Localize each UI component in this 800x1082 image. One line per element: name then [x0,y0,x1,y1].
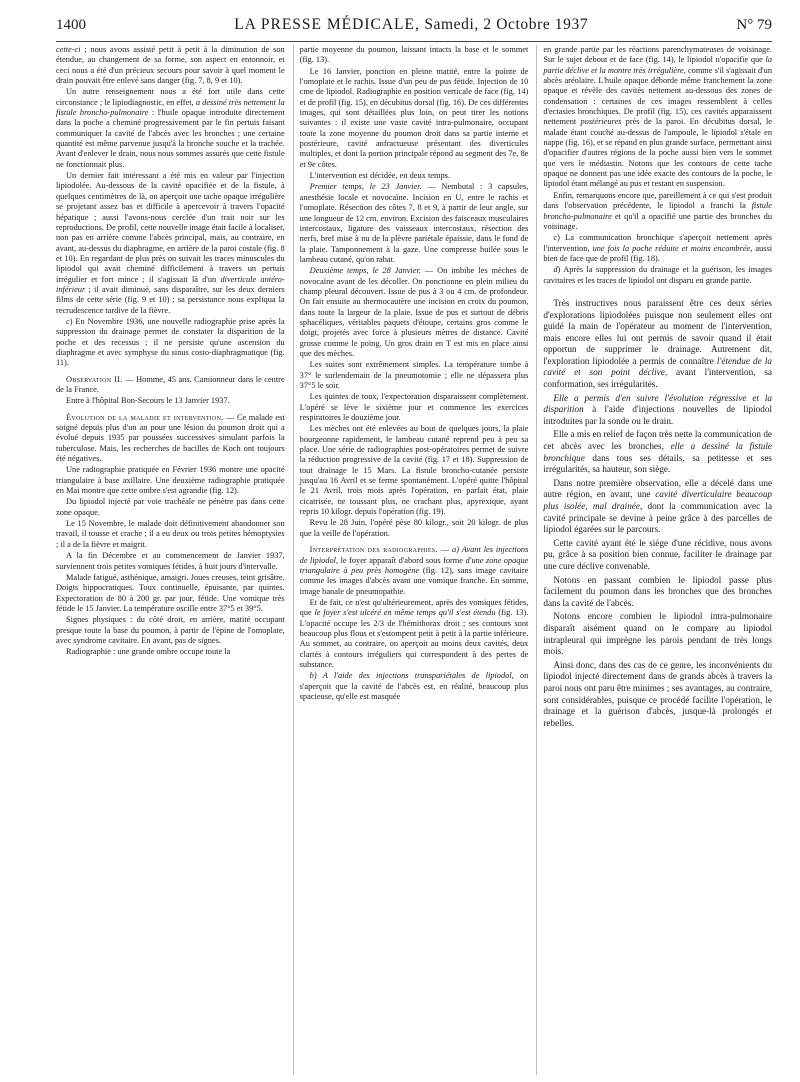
paragraph [56,317,285,369]
paragraph [56,465,285,496]
text-run: Entre à l'hôpital Bon-Secours le 13 Janvier 1937. [66,396,230,406]
text-run: à l'aide d'injections nouvelles de lipiodol introduites par la sonde ou le drain. [543,404,773,426]
emphasis-text: diverticule antéro-inférieur [56,274,285,294]
text-run: Les suites sont extrêmement simples. La température tombe à 37° le surlendemain de la pneumotomie ; elle ne dépassera plus 37°5 le soir. [299,360,529,390]
text-run: Les mèches ont été enlevées au bout de quelques jours, la plaie bourgeonne rapidement, le lambeau cutané reprend peu à peu sa place. Une série de radiographies post-opératoires permet de suivre la réduction progressive de la cavité (fig. 17 et 18). Suppression de tout drainage le 15 Mars. La fistule broncho-cutanée persiste jusqu'au 16 Avril et se ferme spontanément. L'opéré quitte l'hôpital le 21 Avril, trois mois après l'opération, en parfait état, plaie cicatrisée, ne toussant plus, ne crachant plus, apyrexique, ayant repris 10 kilogr. depuis l'opération (fig. 19). [299,424,529,517]
text-run: Elle a mis en relief de façon très nette la communication de cet abcès avec les bronches, [543,429,773,452]
paragraph [543,265,772,286]
text-run: Enfin, remarquons encore que, pareillement à ce qui s'est produit dans l'observation précédente, le lipiodol a franchi la [543,190,773,211]
text-run: (fig. 13). L'opacité occupe les 2/3 de l'hémithorax droit ; ses contours sont beaucoup plus flous et s'estompent petit à petit à la partie inférieure. Au sommet, au contraire, on aperçoit au moins deux cavités, deux clartés à contours irréguliers qui correspondent à des pertes de substance. [299,608,529,669]
section-heading: Interprétation des radiographies. [309,545,438,555]
paragraph [300,45,529,66]
text-run: , aussi bien de face que de profil (fig. 18). [543,243,773,263]
emphasis-text: Deuxième temps, le 28 Janvier. [309,266,421,276]
emphasis-text: cavité diverticulaire beaucoup plus isolée, mal drainée [543,489,773,511]
text-run: Notons encore combien le lipiodol intra-pulmonaire disparaît aisément quand on le compare au lipiodol intrapleural qui imprègne les parois pendant de très longs mois. [543,611,773,657]
paragraph [300,171,529,181]
text-run: ; nous avons assisté petit à petit à la diminution de son étendue, au changement de sa forme, son aspect en entonnoir, et ceci nous a été d'un précieux secours pour savoir à quel moment le drain pouvait être enlevé sans danger (fig. 7, 8, 9 et 10). [56,45,285,86]
emphasis-text: cette-ci [56,45,81,54]
paragraph [56,497,285,518]
text-run: A la fin Décembre et au commencement de Janvier 1937, surviennent trois petites vomiques fétides, à huit jours d'intervalle. [56,551,285,571]
paragraph [56,551,285,572]
paragraph [543,538,772,573]
emphasis-text: fistule broncho-pulmonaire [543,201,773,221]
paragraph [300,266,529,359]
emphasis-text: Elle a permis d'en suivre l'évolution régressive et la disparition [543,392,773,415]
text-run: — Ce malade est soigné depuis plus d'un an pour une lésion du poumon droit qui a évolué depuis 1935 par poussées successives simulant parfois la tuberculose. Mais, les recherches de bacilles de Koch ont toujours été négatives. [56,412,285,464]
paragraph [543,660,772,730]
section-heading: Évolution de la maladie et intervention. [66,412,224,422]
text-run: Un autre renseignement nous a été fort utile dans cette circonstance ; le lipiodiagnostic, en effet, [56,87,285,107]
emphasis-text: le foyer s'est ulcéré en même temps qu'il s'est étendu [314,608,496,618]
text-run: dans tous ses détails, sa petitesse et ses irrégularités, sa hauteur, son siège. [543,452,773,475]
paragraph [543,611,772,657]
text-run: Le 16 Janvier, ponction en pleine matité, entre la pointe de l'omoplate et le rachis. Issue d'un peu de pus fétide. Injection de 10 cme de lipiodol. Radiographie en position verticale de face (fig. 14) et de profil (fig. 15), en décubitus dorsal (fig. 16). De ces différentes images, qui sont détaillées plus loin, on peut tirer les notions suivantes : il existe une vaste cavité intra-pulmonaire, occupant toute la zone moyenne du poumon droit dans sa partie interne et postérieure, cavité anfractueuse présentant des diverticules multiples, et dont la portion principale répond au segment des 7e, 8e et 9e côtes. [299,66,529,169]
text-run: Une radiographie pratiquée en Février 1936 montre une opacité triangulaire à base axillaire. Une deuxième radiographie pratiquée en Mai montre que cette ombre s'est agrandie (fig. 12). [56,465,285,496]
emphasis-text: postérieures [580,117,622,127]
emphasis-text: une fois la poche réduite et moins encombrée [592,243,751,253]
publication-date: Samedi, 2 Octobre 1937 [424,16,589,33]
paragraph [543,298,772,391]
text-run: (fig. 12), sans image cavitaire comme les images d'abcès avant une vomique franche. En somme, image banale de pneumopathie. [299,565,529,596]
paragraph [300,67,529,170]
paragraph [56,647,285,657]
emphasis-text: b) A l'aide des injections transpariétales de lipiodol [309,671,512,681]
paragraph [300,360,529,391]
text-run: ) La communication bronchique s'aperçoit nettement après l'intervention, [543,233,773,253]
text-run: Cette cavité ayant été le siège d'une récidive, nous avons pu, grâce à sa position bien connue, faciliter le drainage par une cure déclive convenable. [543,537,773,571]
article-body [56,45,772,1075]
text-run: — Nembutal : 3 capsules, anesthésie locale et novocaïne. Incision en U, entre le rachis et l'omoplate. Résection des côtes 7, 8 et 9, à partir de leur angle, sur une longueur de 12 cm. environ. Excision des faisceaux musculaires intercostaux, ligature des vaisseaux intercostaux, résection des nerfs, bref mise à nu de la plèvre pariétale épaissie, dans le fond de la plaie. Tamponnement à la gaze. Une compresse huilée sous le lambeau cutané, qu'on rabat. [299,182,529,264]
text-column-1 [56,45,285,1075]
text-column-2 [293,45,529,1075]
text-run: , avant l'intervention, sa conformation, ses irrégularités. [543,367,773,390]
text-run: , comme s'il s'agissait d'un abcès aréolaire. L'huile opaque déborde même franchement la zone opaque et révèle des cavités nettement au-dessous des zones de condensation : certaines de ces images ressemblent à celles d'ectasies bronchiques. De profil (fig. 15), ces cavités apparaissent nettement [543,65,773,127]
paragraph [543,393,772,428]
emphasis-text: elle a dessiné la fistule bronchique [543,441,773,463]
text-run: Radiographie : une grande ombre occupe toute la [66,647,231,657]
section-heading: Observation II. [66,374,123,384]
text-run: — On imbibe les mèches de novocaïne avant de les décoller. On ponctionne en plein milieu du champ pleural découvert. Issue de pus à 3 ou 4 cm. de profondeur. On fait ensuite au thermocautère une incision en croix du poumon, dans toute la largeur de la plaie. Issue de pus et surtout de débris sphacéliques, véritables paquets d'étoupe, certains gros comme le doigt, projetés avec force à plusieurs mètres de distance. Cavité grosse comme le poing. Un gros drain en T est mis en place ainsi que des mèches. [299,266,529,358]
emphasis-text: a) Avant les injections de lipiodol [299,545,529,565]
emphasis-text: d [553,265,558,275]
paragraph [56,519,285,550]
paragraph [543,45,772,190]
text-run: Les quintes de toux, l'expectoration disparaissent complètement. L'opéré se lève le sixième jour et commence les exercices respiratoires le douzième jour. [299,392,529,423]
paragraph [56,375,285,396]
text-run: et qu'il a opacifié une partie des bronches du voisinage. [543,211,773,231]
emphasis-text: c [66,316,70,326]
text-run: — Homme, 45 ans. Camionneur dans le centre de la France. [56,374,285,394]
paragraph [56,615,285,646]
text-run: Signes physiques : du côté droit, en arrière, matité occupant presque toute la base du poumon, à partir de l'épine de l'omoplate, avec syndrome cavitaire. En avant, pas de signes. [56,615,285,645]
text-run: Le 15 Novembre, le malade doit définitivement abandonner son travail, il tousse et crache ; il a eu deux ou trois petites hémoptysies ; il a de la fièvre et maigrit. [56,519,285,549]
text-run: près de la paroi. En décubitus dorsal, le malade étant couché au-dessus de l'ampoule, le lipiodol s'étale en nappe (fig. 16), et se répand en plus grande surface, permettant ainsi d'opacifier d'autres régions de la poche aussi bien vers le sommet que vers le médiastin. Notons que les contours de cette tache opaque ne donnent pas une idée exacte des contours de la poche, le lipiodol étant mélangé au pus et restant en suspension. [543,117,773,189]
paragraph [300,424,529,517]
text-run: — [437,545,453,555]
text-run: Notons en passant combien le lipiodol passe plus facilement du poumon dans les bronches que des bronches dans la cavité de l'abcès. [543,574,773,608]
text-run: Et de fait, ce n'est qu'ultérieurement, après des vomiques fétides, que [299,597,529,618]
paragraph [56,45,285,86]
text-run: ) En Novembre 1936, une nouvelle radiographie prise après la suppression du drainage permet de constater la disparition de la poche et des recessus ; il ne persiste qu'une ascension du diaphragme et avec symphyse du sinus costo-diaphragmatique (fig. 11). [56,316,285,368]
text-run: Ainsi donc, dans des cas de ce genre, les inconvénients du lipiodol injecté directement dans de grands abcès à travers la paroi nous ont paru être minimes ; ses avantages, au contraire, sont considérables, puisque ce procédé facilite l'opération, le drainage et la guérison d'abcès, jusque-là prolongés et rebelles. [543,659,773,728]
paragraph [56,396,285,406]
text-run: ) Après la suppression du drainage et la guérison, les images cavitaires et les traces de lipiodol ont disparu en grande partie. [543,265,773,285]
text-run: en grande partie par les réactions parenchymateuses de voisinage. Sur le sujet debout et de face (fig. 14), le lipiodol n'opacifie que [543,45,773,65]
text-run: , le foyer apparaît d'abord sous forme [336,555,466,565]
paragraph [56,573,285,614]
text-run: Un dernier fait intéressant a été mis en valeur par l'injection lipiodolée. Au-dessous de la cavité opacifiée et de la fistule, à quelques centimètres de là, on aperçoit une tache opaque irrégulière se projetant assez bas et difficile à apercevoir à travers l'opacité hépatique ; aussi l'avons-nous cerclée d'un trait noir sur les reproductions. De profil, cette nouvelle image était facile à localiser, non pas en arrière comme l'abcès principal, mais, au contraire, en avant, au-dessus du diaphragme, en arrière de la paroi costale (fig. 8 et 10). En regardant de plus près on suivait les traces minuscules du lipiodol qui avait cheminé difficilement à travers un pertuis irrégulier et fort mince ; il s'agissait là d'un [56,171,285,284]
paragraph [543,478,772,536]
paragraph [543,575,772,610]
emphasis-text: la partie déclive et la montre très irrégulière [543,55,773,75]
text-run: , dont la communication avec la cavité principale se devine à peine grâce à des parcelles de lipiodol égarées sur le parcours. [543,501,773,535]
paragraph [56,413,285,465]
text-run: : l'huile opaque introduite directement dans la poche a cheminé progressivement par le fin pertuis faisant communiquer la cavité de l'abcès avec les bronches ; une certaine quantité est même parvenue jusqu'à la bronche souche et la trachée. Avant d'enlever le drain, nous nous sommes assurés que cette fistule ne fonctionnait plus. [56,108,285,169]
paragraph [543,191,772,232]
text-run: partie moyenne du poumon, laissant intacts la base et le sommet (fig. 13). [299,45,529,65]
text-run: ; il avait diminué, sans disparaître, sur les deux derniers films de cette série (fig. 9 et 10) ; sa persistance nous expliqua la recrudescence tardive de la fièvre. [56,284,285,315]
text-run: Malade fatigué, asthénique, amaigri. Joues creuses, teint grisâtre. Doigts hippocratiques. Toux continuelle, épuisante, par quintes. Expectoration de 80 à 200 gr. par jour, fétide. Une vomique très fétide le 15 Janvier. La température oscille entre 37°5 et 39°5. [56,572,285,613]
issue-number: N° 79 [736,17,772,33]
emphasis-text: l'étendue de la cavité et son point déclive [543,355,773,378]
emphasis-text: Premier temps, le 23 Janvier. [309,182,422,192]
paragraph [300,182,529,265]
journal-name: LA PRESSE MÉDICALE, [234,16,420,33]
paragraph [543,233,772,264]
journal-title [234,16,588,34]
page-number: 1400 [56,17,86,33]
paragraph [300,518,529,539]
emphasis-text: d'une zone opaque triangulaire à peu près homogène [299,555,529,575]
emphasis-text: a dessiné très nettement la fistule broncho-pulmonaire [56,97,285,118]
paragraph [300,598,529,670]
text-run: Du lipiodol injecté par voie trachéale ne pénètre pas dans cette zone opaque. [56,497,285,517]
emphasis-text: c [553,233,558,243]
text-run: L'intervention est décidée, en deux temps. [309,171,450,181]
text-run: Très instructives nous paraissent être ces deux séries d'explorations lipiodolées puisque non seulement elles ont guidé la main de l'opérateur au moment de l'intervention, mais encore elles lui ont permis de savoir quand il était opportun de supprimer le drainage. Autrement dit, l'exploration lipiodolée a permis de connaître [543,297,773,366]
paragraph [300,671,529,702]
text-column-3 [536,45,772,1075]
text-run: Dans notre première observation, elle a décelé dans une autre région, en avant, une [543,477,773,500]
text-run: Revu le 28 Juin, l'opéré pèse 80 kilogr., soit 20 kilogr. de plus que la veille de l'opération. [299,518,529,538]
paragraph [300,545,529,597]
paragraph [56,87,285,170]
page-header [56,16,772,42]
paragraph [56,171,285,316]
paragraph [543,429,772,475]
paragraph [300,392,529,423]
text-run: , on s'aperçoit que la cavité de l'abcès est, en réalité, beaucoup plus spacieuse, qu'elle est masquée [299,671,529,701]
